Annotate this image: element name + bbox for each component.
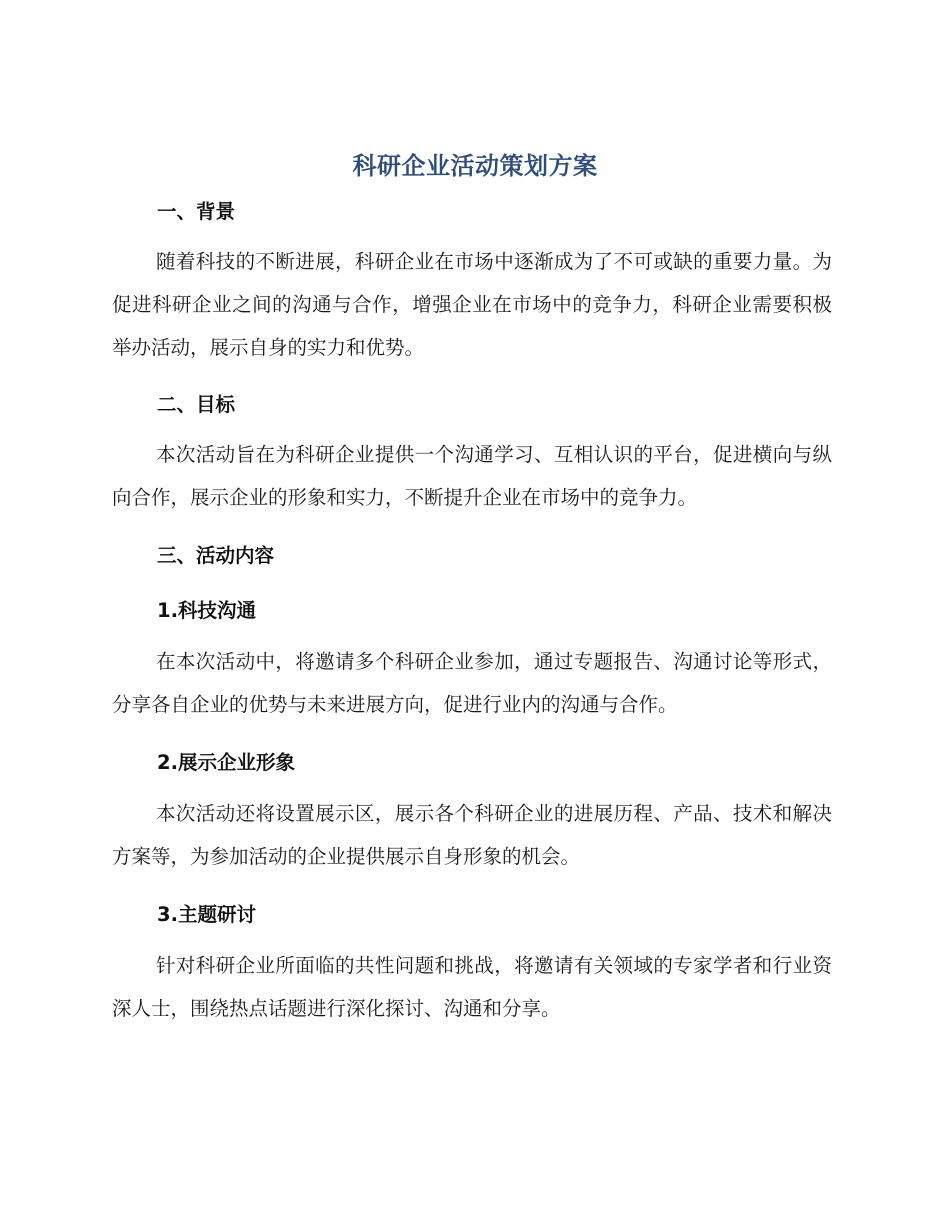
section-paragraph-goals: 本次活动旨在为科研企业提供一个沟通学习、互相认识的平台，促进横向与纵向合作，展示企业的形象和实力，不断提升企业在市场中的竞争力。 [112,443,832,509]
subsection-paragraph-tech-communication: 在本次活动中，将邀请多个科研企业参加，通过专题报告、沟通讨论等形式，分享各自企业的优势与未来进展方向，促进行业内的沟通与合作。 [112,650,832,716]
subsection-paragraph-corporate-image: 本次活动还将设置展示区，展示各个科研企业的进展历程、产品、技术和解决方案等，为参加活动的企业提供展示自身形象的机会。 [112,802,832,868]
section-heading-background: 一、背景 [157,200,236,223]
section-heading-activity-content: 三、活动内容 [157,544,275,567]
document-title: 科研企业活动策划方案 [352,152,598,180]
subsection-heading-theme-seminar: 3.主题研讨 [157,903,256,926]
section-paragraph-background: 随着科技的不断进展，科研企业在市场中逐渐成为了不可或缺的重要力量。为促进科研企业之间的沟通与合作，增强企业在市场中的竞争力，科研企业需要积极举办活动，展示自身的实力和优势。 [112,250,832,359]
subsection-heading-tech-communication: 1.科技沟通 [157,599,256,622]
subsection-paragraph-theme-seminar: 针对科研企业所面临的共性问题和挑战，将邀请有关领域的专家学者和行业资深人士，围绕热点话题进行深化探讨、沟通和分享。 [112,954,832,1020]
subsection-heading-corporate-image: 2.展示企业形象 [157,751,295,774]
section-heading-goals: 二、目标 [157,393,236,416]
